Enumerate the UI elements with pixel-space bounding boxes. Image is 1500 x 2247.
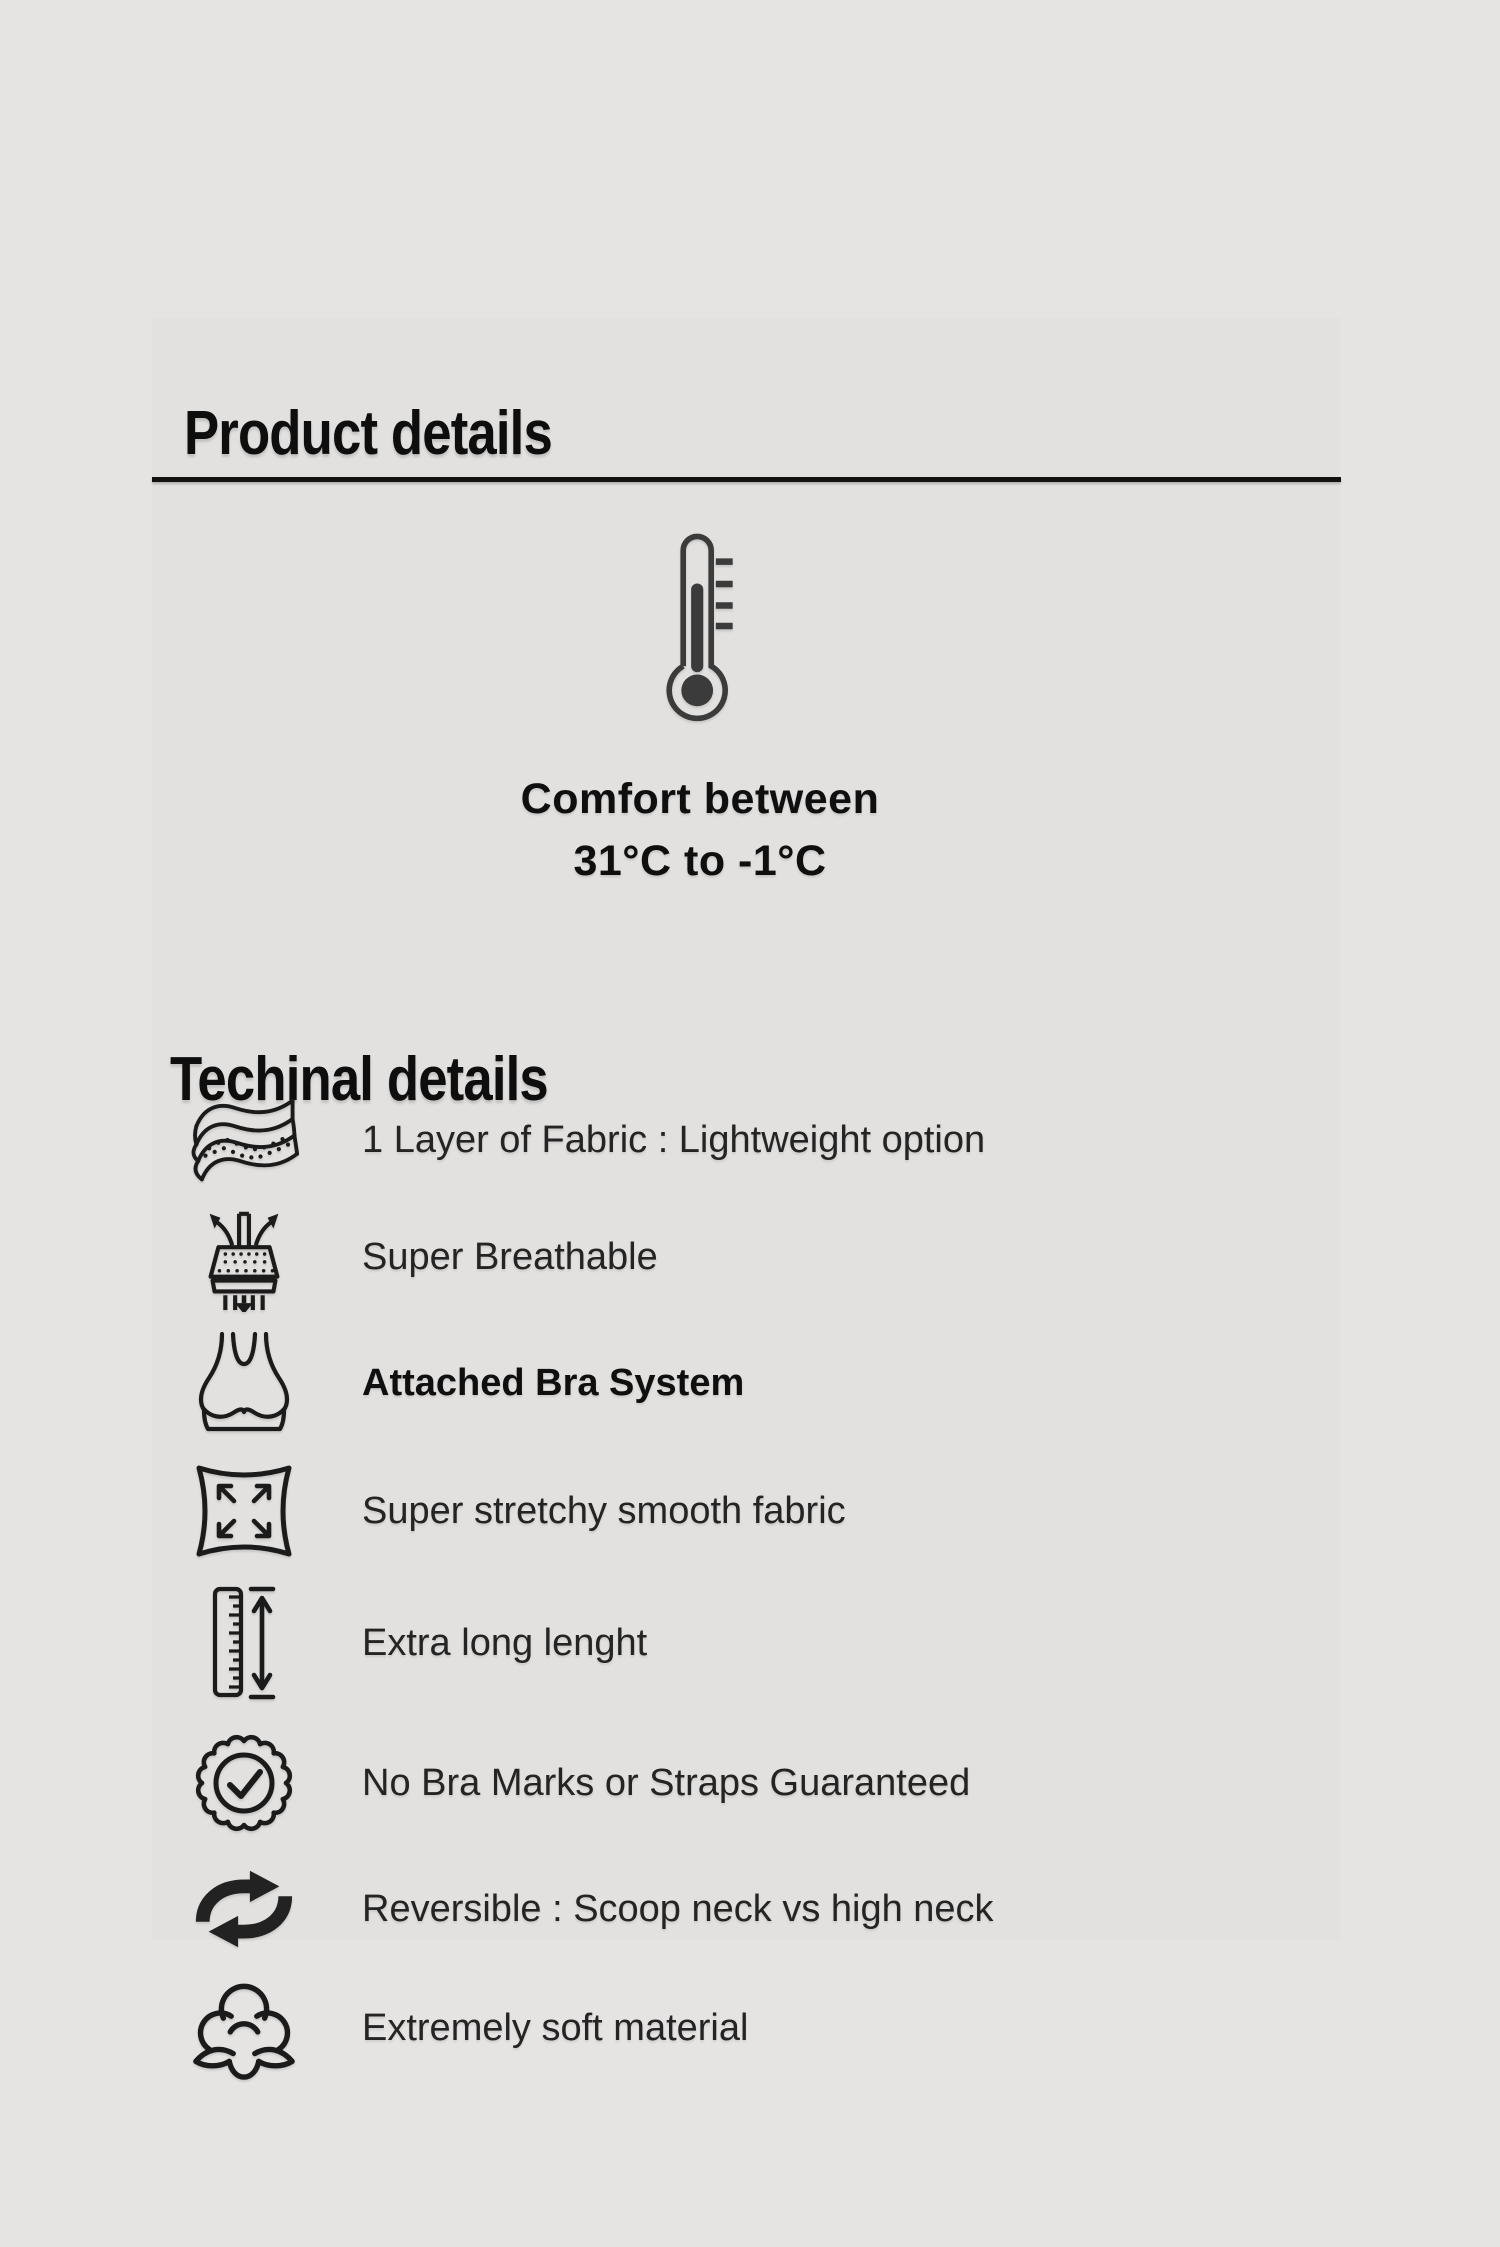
- comfort-line2: 31°C to -1°C: [573, 837, 827, 885]
- list-item: [188, 1202, 658, 1312]
- list-item: [188, 1456, 846, 1566]
- fabric-layers-icon: [189, 1085, 299, 1195]
- length-ruler-icon: [189, 1583, 299, 1703]
- product-details-title: Product details: [184, 398, 552, 468]
- cotton-icon-box: [188, 1973, 300, 2083]
- breathability-icon-box: [188, 1202, 300, 1312]
- list-item: [188, 1085, 985, 1195]
- list-item: [188, 1588, 647, 1698]
- bra-icon: [189, 1328, 299, 1438]
- comfort-icon-wrap: [0, 528, 1400, 724]
- list-item: [188, 1728, 970, 1838]
- technical-details-title: Techinal details: [170, 1045, 548, 1115]
- feature-label: Super stretchy smooth fabric: [362, 1489, 846, 1532]
- stretch-arrows-icon: [189, 1456, 299, 1566]
- cotton-icon: [189, 1973, 299, 2083]
- guarantee-badge-icon-box: [188, 1728, 300, 1838]
- feature-label: Super Breathable: [362, 1235, 658, 1278]
- feature-label: 1 Layer of Fabric : Lightweight option: [362, 1118, 986, 1161]
- reversible-arrows-icon-box: [188, 1854, 300, 1964]
- comfort-range-text: [0, 768, 1400, 892]
- feature-label: Attached Bra System: [362, 1361, 745, 1404]
- stretch-arrows-icon-box: [188, 1456, 300, 1566]
- list-item: [188, 1973, 748, 2083]
- feature-label: No Bra Marks or Straps Guaranteed: [362, 1761, 971, 1804]
- bra-icon-box: [188, 1328, 300, 1438]
- thermometer-icon: [658, 528, 742, 724]
- fabric-layers-icon-box: [188, 1085, 300, 1195]
- comfort-line1: Comfort between: [520, 775, 880, 823]
- feature-label: Extremely soft material: [362, 2006, 749, 2049]
- feature-label: Reversible : Scoop neck vs high neck: [362, 1887, 994, 1930]
- title-divider: [152, 477, 1341, 482]
- feature-label: Extra long lenght: [362, 1621, 648, 1664]
- length-ruler-icon-box: [188, 1588, 300, 1698]
- list-item: [188, 1328, 744, 1438]
- list-item: [188, 1854, 994, 1964]
- reversible-arrows-icon: [189, 1854, 299, 1964]
- guarantee-badge-icon: [189, 1728, 299, 1838]
- breathability-icon: [189, 1202, 299, 1312]
